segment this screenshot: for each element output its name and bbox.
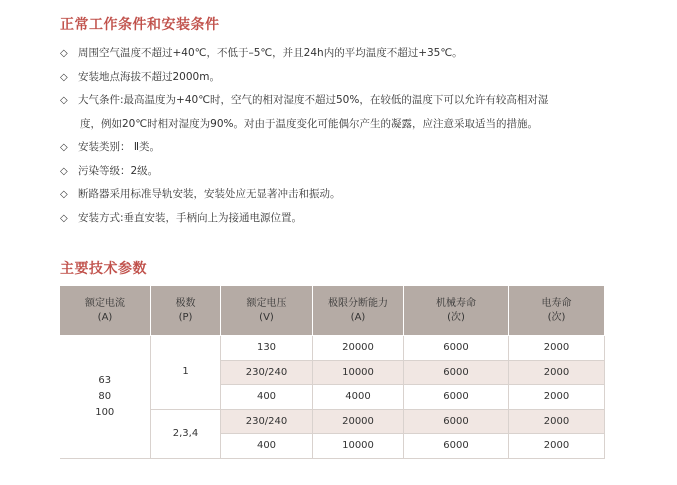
elec-life-cell: 2000 xyxy=(509,336,605,361)
condition-item xyxy=(60,42,660,66)
poles-cell: 2,3,4 xyxy=(151,409,221,458)
condition-text: 安装类别： Ⅱ类。 xyxy=(78,141,161,153)
condition-item xyxy=(60,136,660,160)
voltage-cell: 130 xyxy=(221,336,313,361)
header-poles: 极数 (P) xyxy=(151,286,221,336)
breaking-cell: 20000 xyxy=(313,336,404,361)
condition-item xyxy=(60,207,660,231)
condition-text: 污染等级：2级。 xyxy=(78,164,159,177)
voltage-cell: 230/240 xyxy=(221,360,313,385)
voltage-cell: 230/240 xyxy=(221,409,313,434)
condition-item xyxy=(60,89,660,136)
conditions-list xyxy=(60,42,660,230)
poles-cell: 1 xyxy=(151,336,221,410)
mech-life-cell: 6000 xyxy=(404,336,509,361)
condition-text-continuation: 度，例如20℃时相对湿度为90%。对由于温度变化可能偶尔产生的凝露，应注意采取适当的措施。 xyxy=(80,117,538,130)
condition-text: 断路器采用标准导轨安装，安装处应无显著冲击和振动。 xyxy=(78,188,341,200)
condition-text: 安装方式:垂直安装，手柄向上为接通电源位置。 xyxy=(78,211,303,224)
condition-text: 周围空气温度不超过+40℃，不低于–5℃，并且24h内的平均温度不超过+35℃。 xyxy=(78,47,463,59)
table-header-row xyxy=(60,286,605,336)
elec-life-cell: 2000 xyxy=(509,360,605,385)
diamond-bullet-icon: ◇ xyxy=(60,142,68,153)
condition-item xyxy=(60,183,660,207)
header-breaking-capacity: 极限分断能力 (A) xyxy=(313,286,404,336)
condition-item xyxy=(60,66,660,90)
breaking-cell: 4000 xyxy=(313,385,404,410)
voltage-cell: 400 xyxy=(221,434,313,459)
diamond-bullet-icon: ◇ xyxy=(60,165,68,177)
rated-current-cell: 63 80 100 xyxy=(60,336,151,459)
voltage-cell: 400 xyxy=(221,385,313,410)
mech-life-cell: 6000 xyxy=(404,409,509,434)
header-rated-current: 额定电流 (A) xyxy=(60,286,151,336)
mech-life-cell: 6000 xyxy=(404,434,509,459)
breaking-cell: 10000 xyxy=(313,360,404,385)
elec-life-cell: 2000 xyxy=(509,385,605,410)
table-row xyxy=(60,336,605,361)
params-section-title: 主要技术参数 xyxy=(60,261,147,277)
condition-text: 大气条件:最高温度为+40℃时，空气的相对湿度不超过50%，在较低的温度下可以允许有较高相对湿 xyxy=(78,94,549,106)
condition-text: 安装地点海拔不超过2000m。 xyxy=(78,70,220,83)
diamond-bullet-icon: ◇ xyxy=(60,95,68,106)
header-rated-voltage: 额定电压 (V) xyxy=(221,286,313,336)
condition-item xyxy=(60,160,660,184)
params-table xyxy=(59,285,605,459)
elec-life-cell: 2000 xyxy=(509,434,605,459)
header-mechanical-life: 机械寿命 (次) xyxy=(404,286,509,336)
header-electrical-life: 电寿命 (次) xyxy=(509,286,605,336)
diamond-bullet-icon: ◇ xyxy=(60,212,68,224)
conditions-section-title: 正常工作条件和安装条件 xyxy=(60,17,220,33)
mech-life-cell: 6000 xyxy=(404,385,509,410)
elec-life-cell: 2000 xyxy=(509,409,605,434)
diamond-bullet-icon: ◇ xyxy=(60,71,68,83)
mech-life-cell: 6000 xyxy=(404,360,509,385)
diamond-bullet-icon: ◇ xyxy=(60,48,68,59)
breaking-cell: 20000 xyxy=(313,409,404,434)
breaking-cell: 10000 xyxy=(313,434,404,459)
diamond-bullet-icon: ◇ xyxy=(60,189,68,200)
